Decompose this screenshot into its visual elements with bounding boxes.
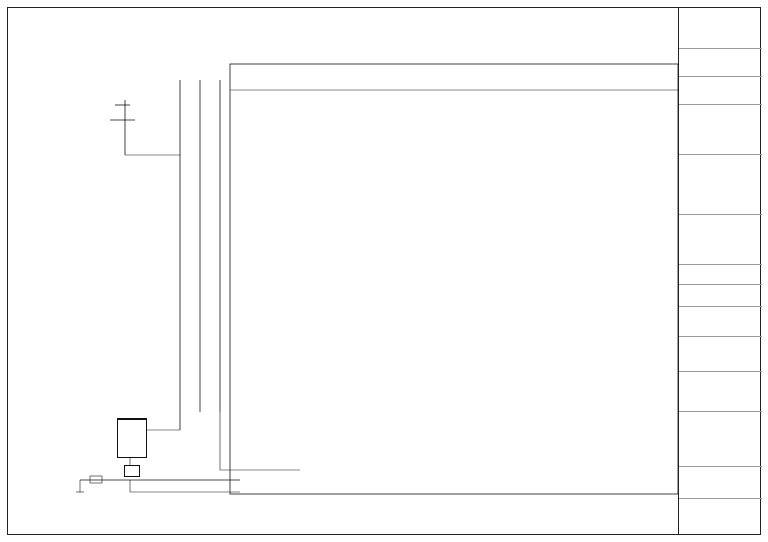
sheet-title-cell — [679, 467, 762, 499]
interior-logo-cell — [679, 285, 762, 307]
leap-logo-cell — [679, 265, 762, 285]
consultant-cell — [679, 215, 762, 265]
title-block — [678, 7, 761, 535]
metering-panel-box — [117, 418, 147, 458]
hig-logo-cell — [679, 155, 762, 215]
metering-panel-title — [118, 419, 146, 420]
contractor-cell — [679, 337, 762, 372]
contractor-logo-cell — [679, 372, 762, 412]
stamp-cell — [679, 412, 762, 467]
revision-table — [679, 7, 762, 49]
controller-box — [124, 465, 140, 477]
notes-cell — [679, 49, 762, 77]
scale-cell — [679, 499, 762, 535]
owner-logo-cell — [679, 77, 762, 105]
mep-consultant-cell — [679, 307, 762, 337]
architect-logo-cell — [679, 105, 762, 155]
